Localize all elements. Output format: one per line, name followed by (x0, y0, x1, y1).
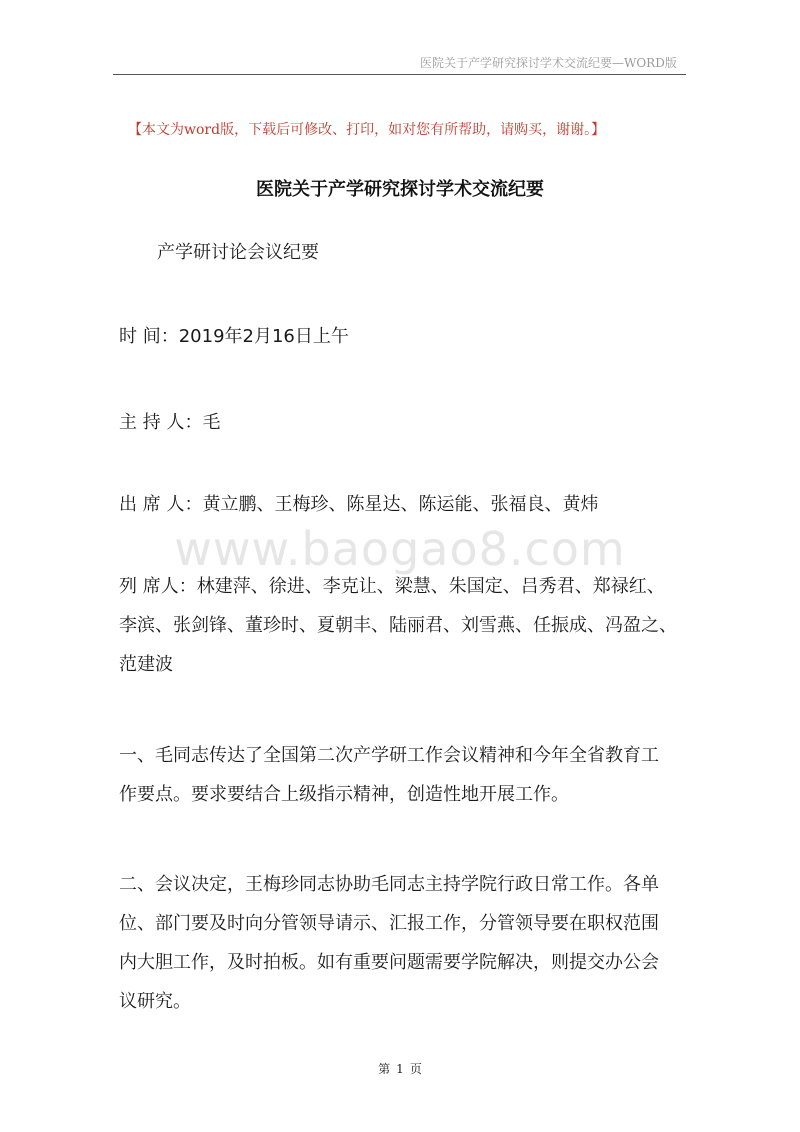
item-one-line: 作要点。要求要结合上级指示精神，创造性地开展工作。 (119, 784, 569, 805)
item-one-line: 一、毛同志传达了全国第二次产学研工作会议精神和今年全省教育工 (119, 745, 659, 766)
minutes-item-one (119, 736, 699, 814)
item-two-line: 内大胆工作，及时拍板。如有重要问题需要学院解决，则提交办公会 (119, 952, 659, 973)
meeting-attendees: 出 席 人：黄立鹏、王梅珍、陈星达、陈运能、张福良、黄炜 (119, 494, 599, 515)
document-subtitle: 产学研讨论会议纪要 (157, 242, 319, 263)
meeting-time: 时 间：2019年2月16日上午 (119, 326, 349, 347)
present-line: 列 席人：林建萍、徐进、李克让、梁慧、朱国定、吕秀君、郑禄红、 (119, 576, 665, 597)
minutes-item-two (119, 865, 699, 1021)
purchase-notice: 【本文为word版，下载后可修改、打印，如对您有所帮助，请购买，谢谢。】 (128, 122, 606, 138)
present-line: 范建波 (119, 654, 173, 675)
meeting-host: 主 持 人：毛 (119, 412, 221, 433)
page-footer-suffix: 页 (409, 1062, 422, 1076)
meeting-present-list (119, 567, 699, 684)
page-number: 1 (396, 1062, 404, 1076)
header-divider (113, 74, 686, 75)
item-two-line: 议研究。 (119, 991, 191, 1012)
page-footer (0, 1060, 800, 1077)
item-two-line: 位、部门要及时向分管领导请示、汇报工作，分管领导要在职权范围 (119, 913, 659, 934)
document-title: 医院关于产学研究探讨学术交流纪要 (256, 179, 544, 200)
watermark-text: www.baogao8.com (174, 522, 626, 576)
page-footer-prefix: 第 (378, 1062, 391, 1076)
running-header-title: 医院关于产学研究探讨学术交流纪要—WORD版 (420, 56, 677, 70)
present-line: 李滨、张剑锋、董珍时、夏朝丰、陆丽君、刘雪燕、任振成、冯盈之、 (119, 615, 677, 636)
item-two-line: 二、会议决定，王梅珍同志协助毛同志主持学院行政日常工作。各单 (119, 874, 659, 895)
